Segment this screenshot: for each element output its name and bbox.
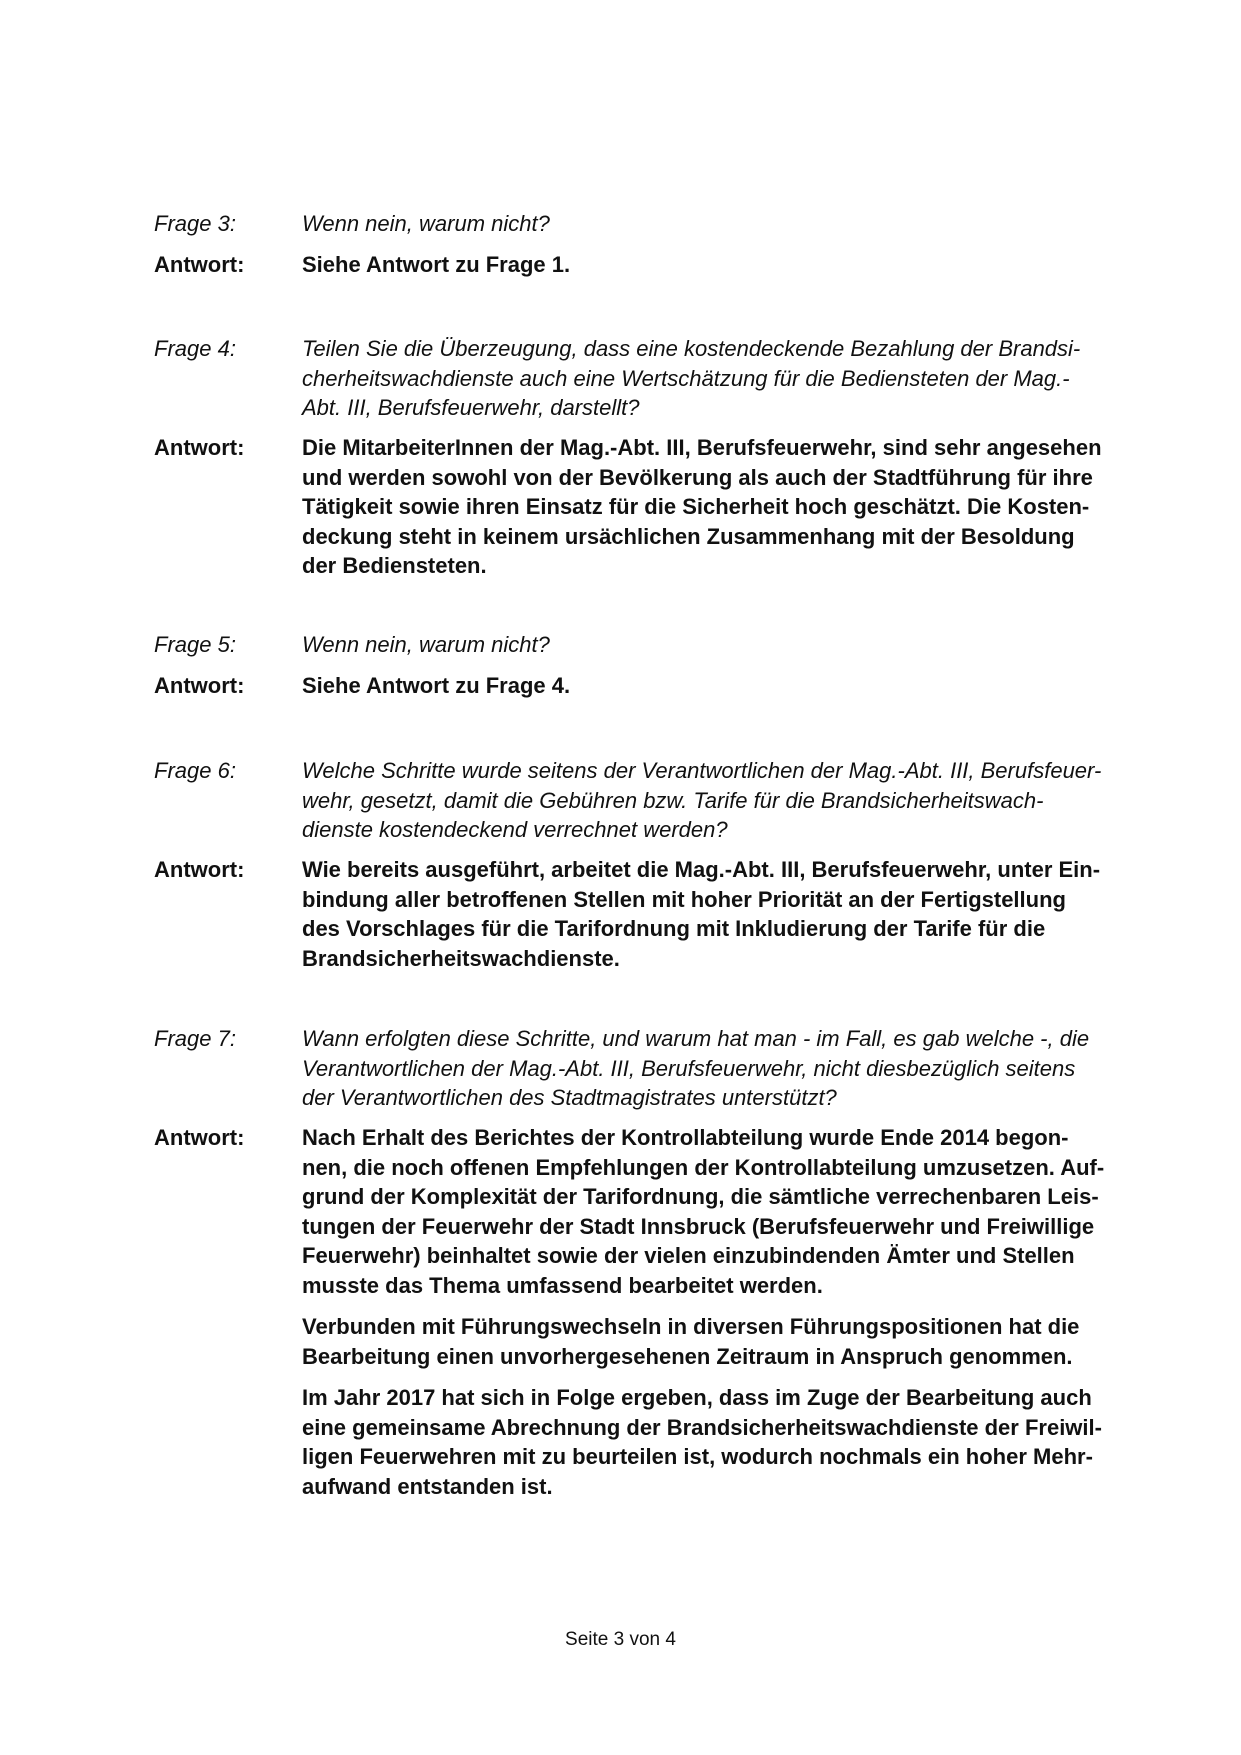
question-3 [154, 209, 1144, 239]
text-line: aufwand entstanden ist. [302, 1473, 553, 1499]
text-line: der Bediensteten. [302, 553, 487, 578]
answer-text [302, 671, 1144, 701]
text-line: ligen Feuerwehren mit zu beurteilen ist, wodurch nochmals ein hoher Mehr- [302, 1444, 1093, 1469]
answer-5 [154, 671, 1144, 701]
text-line: Wenn nein, warum nicht? [302, 632, 550, 657]
answer-paragraph [302, 433, 1144, 581]
text-line: Wie bereits ausgeführt, arbeitet die Mag.-Abt. III, Berufsfeuerwehr, unter Ein- [302, 857, 1101, 882]
text-line: Verbunden mit Führungswechseln in diversen Führungspositionen hat die [302, 1314, 1080, 1339]
text-line: Teilen Sie die Überzeugung, dass eine kostendeckende Bezahlung der Brandsi- [302, 336, 1081, 361]
text-line: Welche Schritte wurde seitens der Verantwortlichen der Mag.-Abt. III, Berufsfeuer- [302, 758, 1102, 783]
answer-paragraph [302, 250, 1144, 280]
text-line: Siehe Antwort zu Frage 4. [302, 673, 571, 698]
question-7 [154, 1024, 1144, 1113]
question-4 [154, 334, 1144, 423]
question-text [302, 630, 1144, 660]
text-line: cherheitswachdienste auch eine Wertschätzung für die Bediensteten der Mag.- [302, 365, 1070, 391]
text-line: nen, die noch offenen Empfehlungen der Kontrollabteilung umzusetzen. Auf- [302, 1154, 1105, 1180]
text-line: wehr, gesetzt, damit die Gebühren bzw. Tarife für die Brandsicherheitswach- [302, 787, 1044, 813]
question-text [302, 209, 1144, 239]
question-6 [154, 756, 1144, 845]
answer-6 [154, 855, 1144, 973]
answer-text [302, 1123, 1144, 1501]
answer-paragraph [302, 1383, 1144, 1501]
text-line: Abt. III, Berufsfeuerwehr, darstellt? [302, 395, 640, 420]
answer-label: Antwort: [154, 252, 245, 277]
text-line: Die MitarbeiterInnen der Mag.-Abt. III, Berufsfeuerwehr, sind sehr angesehen [302, 435, 1102, 460]
question-text [302, 1024, 1144, 1113]
text-line: Verantwortlichen der Mag.-Abt. III, Berufsfeuerwehr, nicht diesbezüglich seitens [302, 1055, 1076, 1081]
text-line: deckung steht in keinem ursächlichen Zusammenhang mit der Besoldung [302, 523, 1075, 549]
answer-3 [154, 250, 1144, 280]
answer-label: Antwort: [154, 1125, 245, 1150]
text-line: Wenn nein, warum nicht? [302, 211, 550, 236]
text-line: bindung aller betroffenen Stellen mit hoher Priorität an der Fertigstellung [302, 886, 1066, 912]
question-label: Frage 4: [154, 336, 236, 361]
question-label: Frage 5: [154, 632, 236, 657]
question-label: Frage 6: [154, 758, 236, 783]
answer-label: Antwort: [154, 435, 245, 460]
text-line: musste das Thema umfassend bearbeitet werden. [302, 1272, 823, 1298]
question-label: Frage 7: [154, 1026, 236, 1051]
text-line: des Vorschlages für die Tarifordnung mit Inkludierung der Tarife für die [302, 916, 1046, 941]
page-number-footer: Seite 3 von 4 [565, 1629, 676, 1650]
answer-paragraph [302, 1123, 1144, 1300]
answer-text [302, 250, 1144, 280]
answer-paragraph [302, 855, 1144, 973]
text-line: Siehe Antwort zu Frage 1. [302, 252, 571, 277]
text-line: Bearbeitung einen unvorhergesehenen Zeitraum in Anspruch genommen. [302, 1343, 1073, 1369]
answer-text [302, 433, 1144, 581]
text-line: tungen der Feuerwehr der Stadt Innsbruck (Berufsfeuerwehr und Freiwillige [302, 1213, 1095, 1239]
text-line: Im Jahr 2017 hat sich in Folge ergeben, dass im Zuge der Bearbeitung auch [302, 1385, 1092, 1410]
text-line: dienste kostendeckend verrechnet werden? [302, 817, 728, 842]
answer-7 [154, 1123, 1144, 1501]
question-5 [154, 630, 1144, 660]
text-line: Brandsicherheitswachdienste. [302, 945, 620, 971]
answer-label: Antwort: [154, 673, 245, 698]
question-label: Frage 3: [154, 211, 236, 236]
text-line: Nach Erhalt des Berichtes der Kontrollabteilung wurde Ende 2014 begon- [302, 1125, 1069, 1150]
answer-text [302, 855, 1144, 973]
answer-4 [154, 433, 1144, 581]
text-line: eine gemeinsame Abrechnung der Brandsicherheitswachdienste der Freiwil- [302, 1414, 1102, 1440]
text-line: Feuerwehr) beinhaltet sowie der vielen einzubindenden Ämter und Stellen [302, 1243, 1075, 1268]
text-line: Wann erfolgten diese Schritte, und warum hat man - im Fall, es gab welche -, die [302, 1026, 1090, 1051]
answer-paragraph [302, 1312, 1144, 1371]
text-line: Tätigkeit sowie ihren Einsatz für die Sicherheit hoch geschätzt. Die Kosten- [302, 494, 1090, 519]
text-line: der Verantwortlichen des Stadtmagistrates unterstützt? [302, 1085, 837, 1110]
question-text [302, 756, 1144, 845]
answer-label: Antwort: [154, 857, 245, 882]
question-text [302, 334, 1144, 423]
text-line: grund der Komplexität der Tarifordnung, die sämtliche verrechenbaren Leis- [302, 1184, 1099, 1209]
text-line: und werden sowohl von der Bevölkerung als auch der Stadtführung für ihre [302, 464, 1093, 490]
answer-paragraph [302, 671, 1144, 701]
